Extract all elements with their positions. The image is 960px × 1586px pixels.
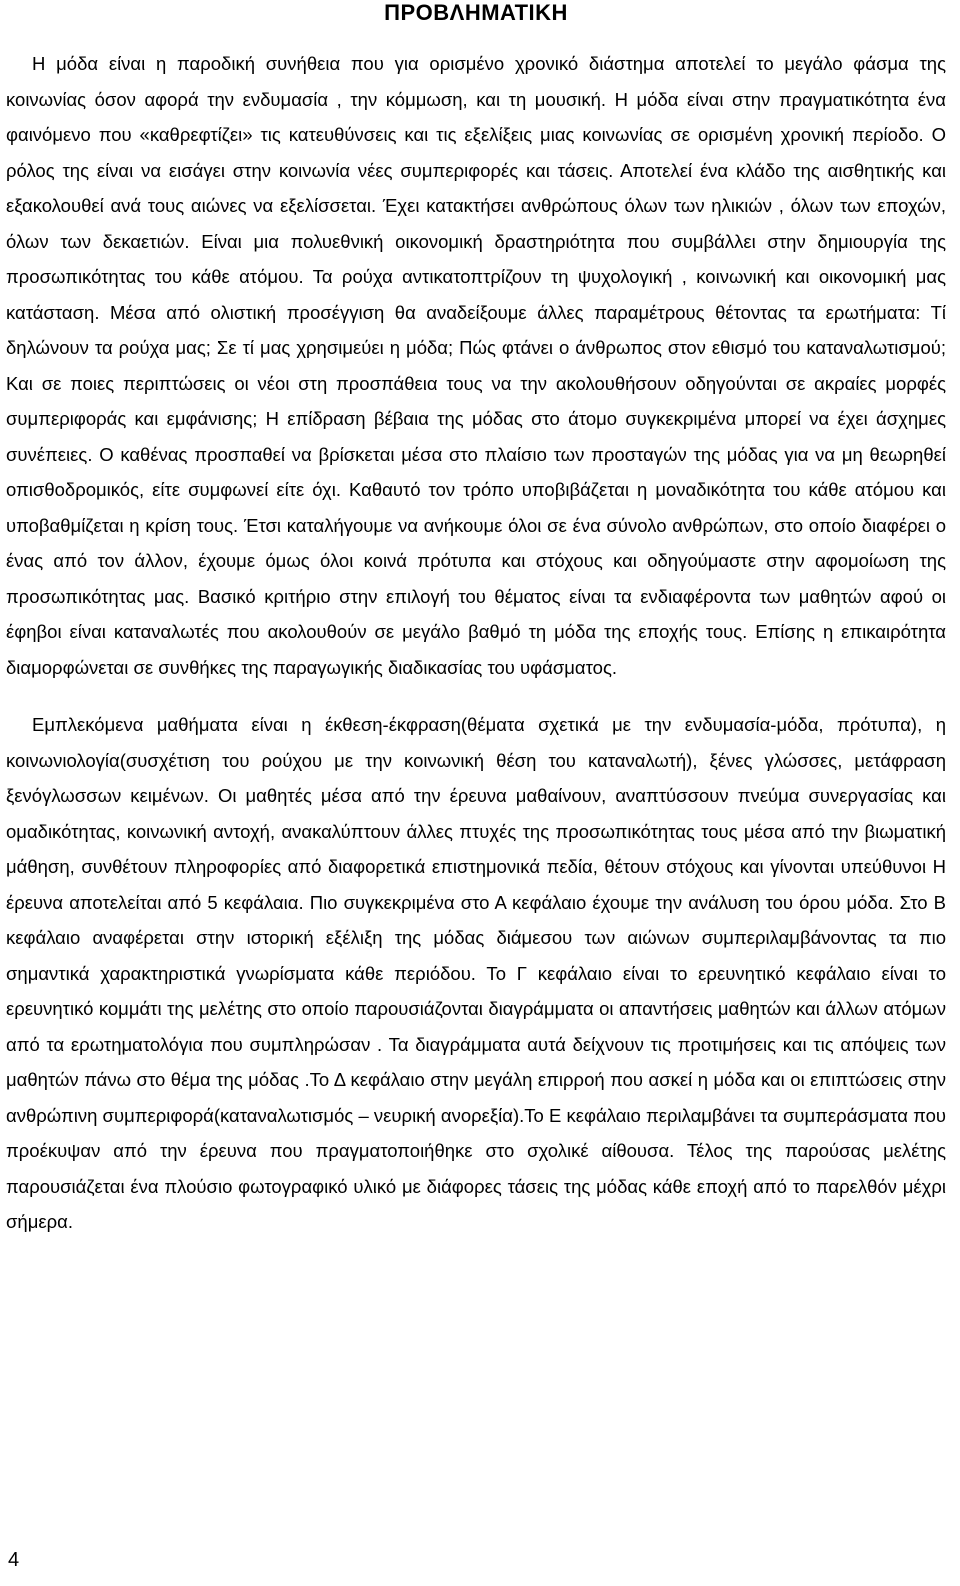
- page-number: 4: [8, 1549, 20, 1571]
- paragraph-problem-statement: Η μόδα είναι η παροδική συνήθεια που για ορισμένο χρονικό διάστημα αποτελεί το μεγάλο φάσμα της κοινωνίας όσον αφορά την ενδυμασία , την κόμμωση, και τη μουσική. Η μόδα είναι στην πραγματικότητα ένα φαινόμενο που «καθρεφτίζει» τις κατευθύνσεις και τις εξελίξεις μιας κοινωνίας σε ορισμένη χρονική περίοδο. Ο ρόλος της είναι να εισάγει στην κοινωνία νέες συμπεριφορές και τάσεις. Αποτελεί ένα κλάδο της αισθητικής και εξακολουθεί ανά τους αιώνες να εξελίσσεται. Έχει κατακτήσει ανθρώπους όλων των ηλικιών , όλων των εποχών, όλων των δεκαετιών. Είναι μια πολυεθνική οικονομική δραστηριότητα που συμβάλλει στην δημιουργία της προσωπικότητας του κάθε ατόμου. Τα ρούχα αντικατοπτρίζουν τη ψυχολογική , κοινωνική και οικονομική μας κατάσταση. Μέσα από ολιστική προσέγγιση θα αναδείξουμε άλλες παραμέτρους θέτοντας τα ερωτήματα: Τί δηλώνουν τα ρούχα μας; Σε τί μας χρησιμεύει η μόδα; Πώς φτάνει ο άνθρωπος στον εθισμό του καταναλωτισμού; Και σε ποιες περιπτώσεις οι νέοι στη προσπάθεια τους να την ακολουθήσουν οδηγούνται σε ακραίες μορφές συμπεριφοράς και εμφάνισης; Η επίδραση βέβαια της μόδας στο άτομο συγκεκριμένα μπορεί να έχει άσχημες συνέπειες. Ο καθένας προσπαθεί να βρίσκεται μέσα στο πλαίσιο των προσταγών της μόδας για να μη θεωρηθεί οπισθοδρομικός, είτε συμφωνεί είτε όχι. Καθαυτό τον τρόπο υποβιβάζεται η μοναδικότητα του κάθε ατόμου και υποβαθμίζεται η κρίση τους. Έτσι καταλήγουμε να ανήκουμε όλοι σε ένα σύνολο ανθρώπων, στο οποίο διαφέρει ο ένας από τον άλλον, έχουμε όμως όλοι κοινά πρότυπα και στόχους και οδηγούμαστε στην αφομοίωση της προσωπικότητας μας. Βασικό κριτήριο στην επιλογή του θέματος είναι τα ενδιαφέροντα των μαθητών αφού οι έφηβοι είναι καταναλωτές που ακολουθούν σε μεγάλο βαθμό τη μόδα της εποχής τους. Επίσης η επικαιρότητα διαμορφώνεται σε συνθήκες της παραγωγικής διαδικασίας του υφάσματος.: [6, 53, 946, 678]
- document-page: [6, 0, 946, 1240]
- paragraph-involved-subjects: Εμπλεκόμενα μαθήματα είναι η έκθεση-έκφραση(θέματα σχετικά με την ενδυμασία-μόδα, πρότυπα), η κοινωνιολογία(συσχέτιση του ρούχου με την κοινωνική θέση του καταναλωτή), ξένες γλώσσες, μετάφραση ξενόγλωσσων κειμένων. Οι μαθητές μέσα από την έρευνα μαθαίνουν, αναπτύσσουν πνεύμα συνεργασίας και ομαδικότητας, κοινωνική αντοχή, ανακαλύπτουν άλλες πτυχές της προσωπικότητας τους μέσα από την βιωματική μάθηση, συνθέτουν πληροφορίες από διαφορετικά επιστημονικά πεδία, θέτουν στόχους και γίνονται υπεύθυνοι Η έρευνα αποτελείται από 5 κεφάλαια. Πιο συγκεκριμένα στο Α κεφάλαιο έχουμε την ανάλυση του όρου μόδα. Στο Β κεφάλαιο αναφέρεται στην ιστορική εξέλιξη της μόδας διάμεσου των αιώνων συμπεριλαμβάνοντας τα πιο σημαντικά χαρακτηριστικά γνωρίσματα κάθε περιόδου. Το Γ κεφάλαιο είναι το ερευνητικό κεφάλαιο είναι το ερευνητικό κομμάτι της μελέτης στο οποίο παρουσιάζονται διαγράμματα οι απαντήσεις μαθητών και άλλων ατόμων από τα ερωτηματολόγια που συμπληρώσαν . Τα διαγράμματα αυτά δείχνουν τις προτιμήσεις και τις απόψεις των μαθητών πάνω στο θέμα της μόδας .Το Δ κεφάλαιο στην μεγάλη επιρροή που ασκεί η μόδα και οι επιπτώσεις στην ανθρώπινη συμπεριφορά(καταναλωτισμός – νευρική ανορεξία).Το Ε κεφάλαιο περιλαμβάνει τα συμπεράσματα που προέκυψαν από την έρευνα που πραγματοποιήθηκε στο σχολικέ αίθουσα. Τέλος της παρούσας μελέτης παρουσιάζεται ένα πλούσιο φωτογραφικό υλικό με διάφορες τάσεις της μόδας κάθε εποχή από το παρελθόν μέχρι σήμερα.: [6, 714, 946, 1232]
- page-title: ΠΡΟΒΛΗΜΑΤΙΚΗ: [384, 0, 568, 25]
